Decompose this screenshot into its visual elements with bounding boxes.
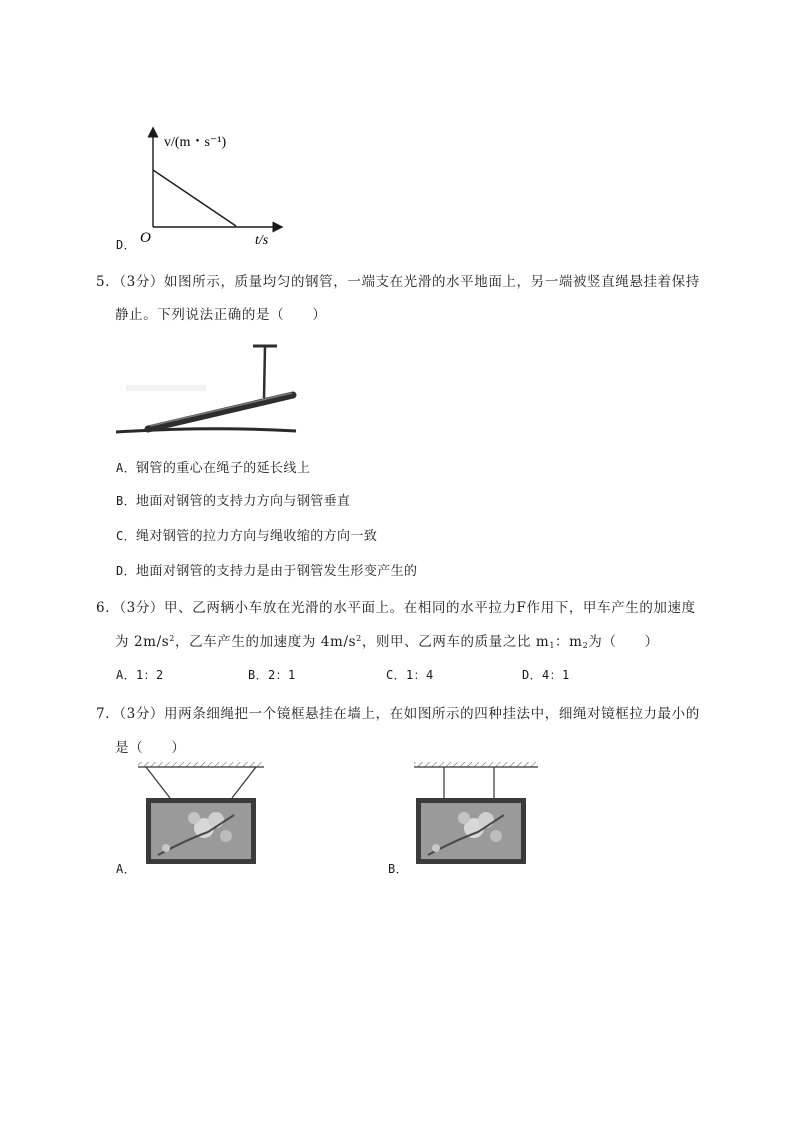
q6-number: 6． <box>96 600 120 616</box>
x-axis-label: t/s <box>255 233 269 248</box>
q6-stem-line1 <box>96 596 696 616</box>
q5-option-b[interactable]: B．地面对钢管的支持力方向与钢管垂直 <box>116 494 351 509</box>
q7-score: （3分） <box>119 706 165 722</box>
q7-stem-line2: 是（ ） <box>115 740 186 756</box>
steel-pipe-highlight <box>150 393 292 426</box>
q7-option-b-label[interactable]: B． <box>388 862 409 876</box>
origin-label: O <box>140 230 151 246</box>
q5-stem-line1 <box>96 270 700 290</box>
velocity-line <box>153 170 236 226</box>
q7-frame-a-figure[interactable] <box>136 760 266 870</box>
q5-option-a[interactable]: A．钢管的重心在绳子的延长线上 <box>116 461 311 476</box>
q7-option-a-label[interactable]: A． <box>116 862 137 876</box>
q4-velocity-time-graph <box>128 120 288 250</box>
q5-score: （3分） <box>119 274 165 290</box>
q6-score: （3分） <box>119 600 165 616</box>
vertical-rope <box>264 346 265 398</box>
q6-option-a[interactable]: A．1：2 <box>116 668 164 682</box>
q5-option-c[interactable]: C．绳对钢管的拉力方向与绳收缩的方向一致 <box>116 529 378 544</box>
steel-pipe <box>148 395 293 429</box>
q5-steel-pipe-figure <box>110 340 310 440</box>
q5-stem-text-1: 如图所示，质量均匀的钢管，一端支在光滑的水平地面上，另一端被竖直绳悬挂着保持 <box>164 274 700 290</box>
rope-right <box>232 767 256 798</box>
q6-option-b[interactable]: B．2：1 <box>248 668 296 682</box>
q7-stem-text-1: 用两条细绳把一个镜框悬挂在墙上，在如图所示的四种挂法中，细绳对镜框拉力最小的 <box>164 706 700 722</box>
q5-number: 5． <box>96 274 120 290</box>
rope-left <box>146 767 170 798</box>
q5-stem-line2: 静止。下列说法正确的是（ ） <box>115 307 327 323</box>
q7-frame-b-figure[interactable] <box>410 760 540 870</box>
q6-stem-line2: 为 $2m/s^2$，乙车产生的加速度为 $4m/s^2$，则甲、乙两车的质量之比 $m_1$：$m_2$为（ ） <box>115 634 659 650</box>
q6-option-d[interactable]: D．4：1 <box>522 668 570 682</box>
q5-option-d[interactable]: D．地面对钢管的支持力是由于钢管发生形变产生的 <box>116 564 418 579</box>
q4-option-d-label: D． <box>116 238 137 252</box>
y-axis-label: v/(m・s⁻¹) <box>164 135 227 150</box>
q6-option-c[interactable]: C．1：4 <box>386 668 434 682</box>
q6-stem-text-1: 甲、乙两辆小车放在光滑的水平面上。在相同的水平拉力F作用下，甲车产生的加速度 <box>164 600 696 616</box>
q7-number: 7． <box>96 706 120 722</box>
q7-stem-line1 <box>96 702 700 722</box>
